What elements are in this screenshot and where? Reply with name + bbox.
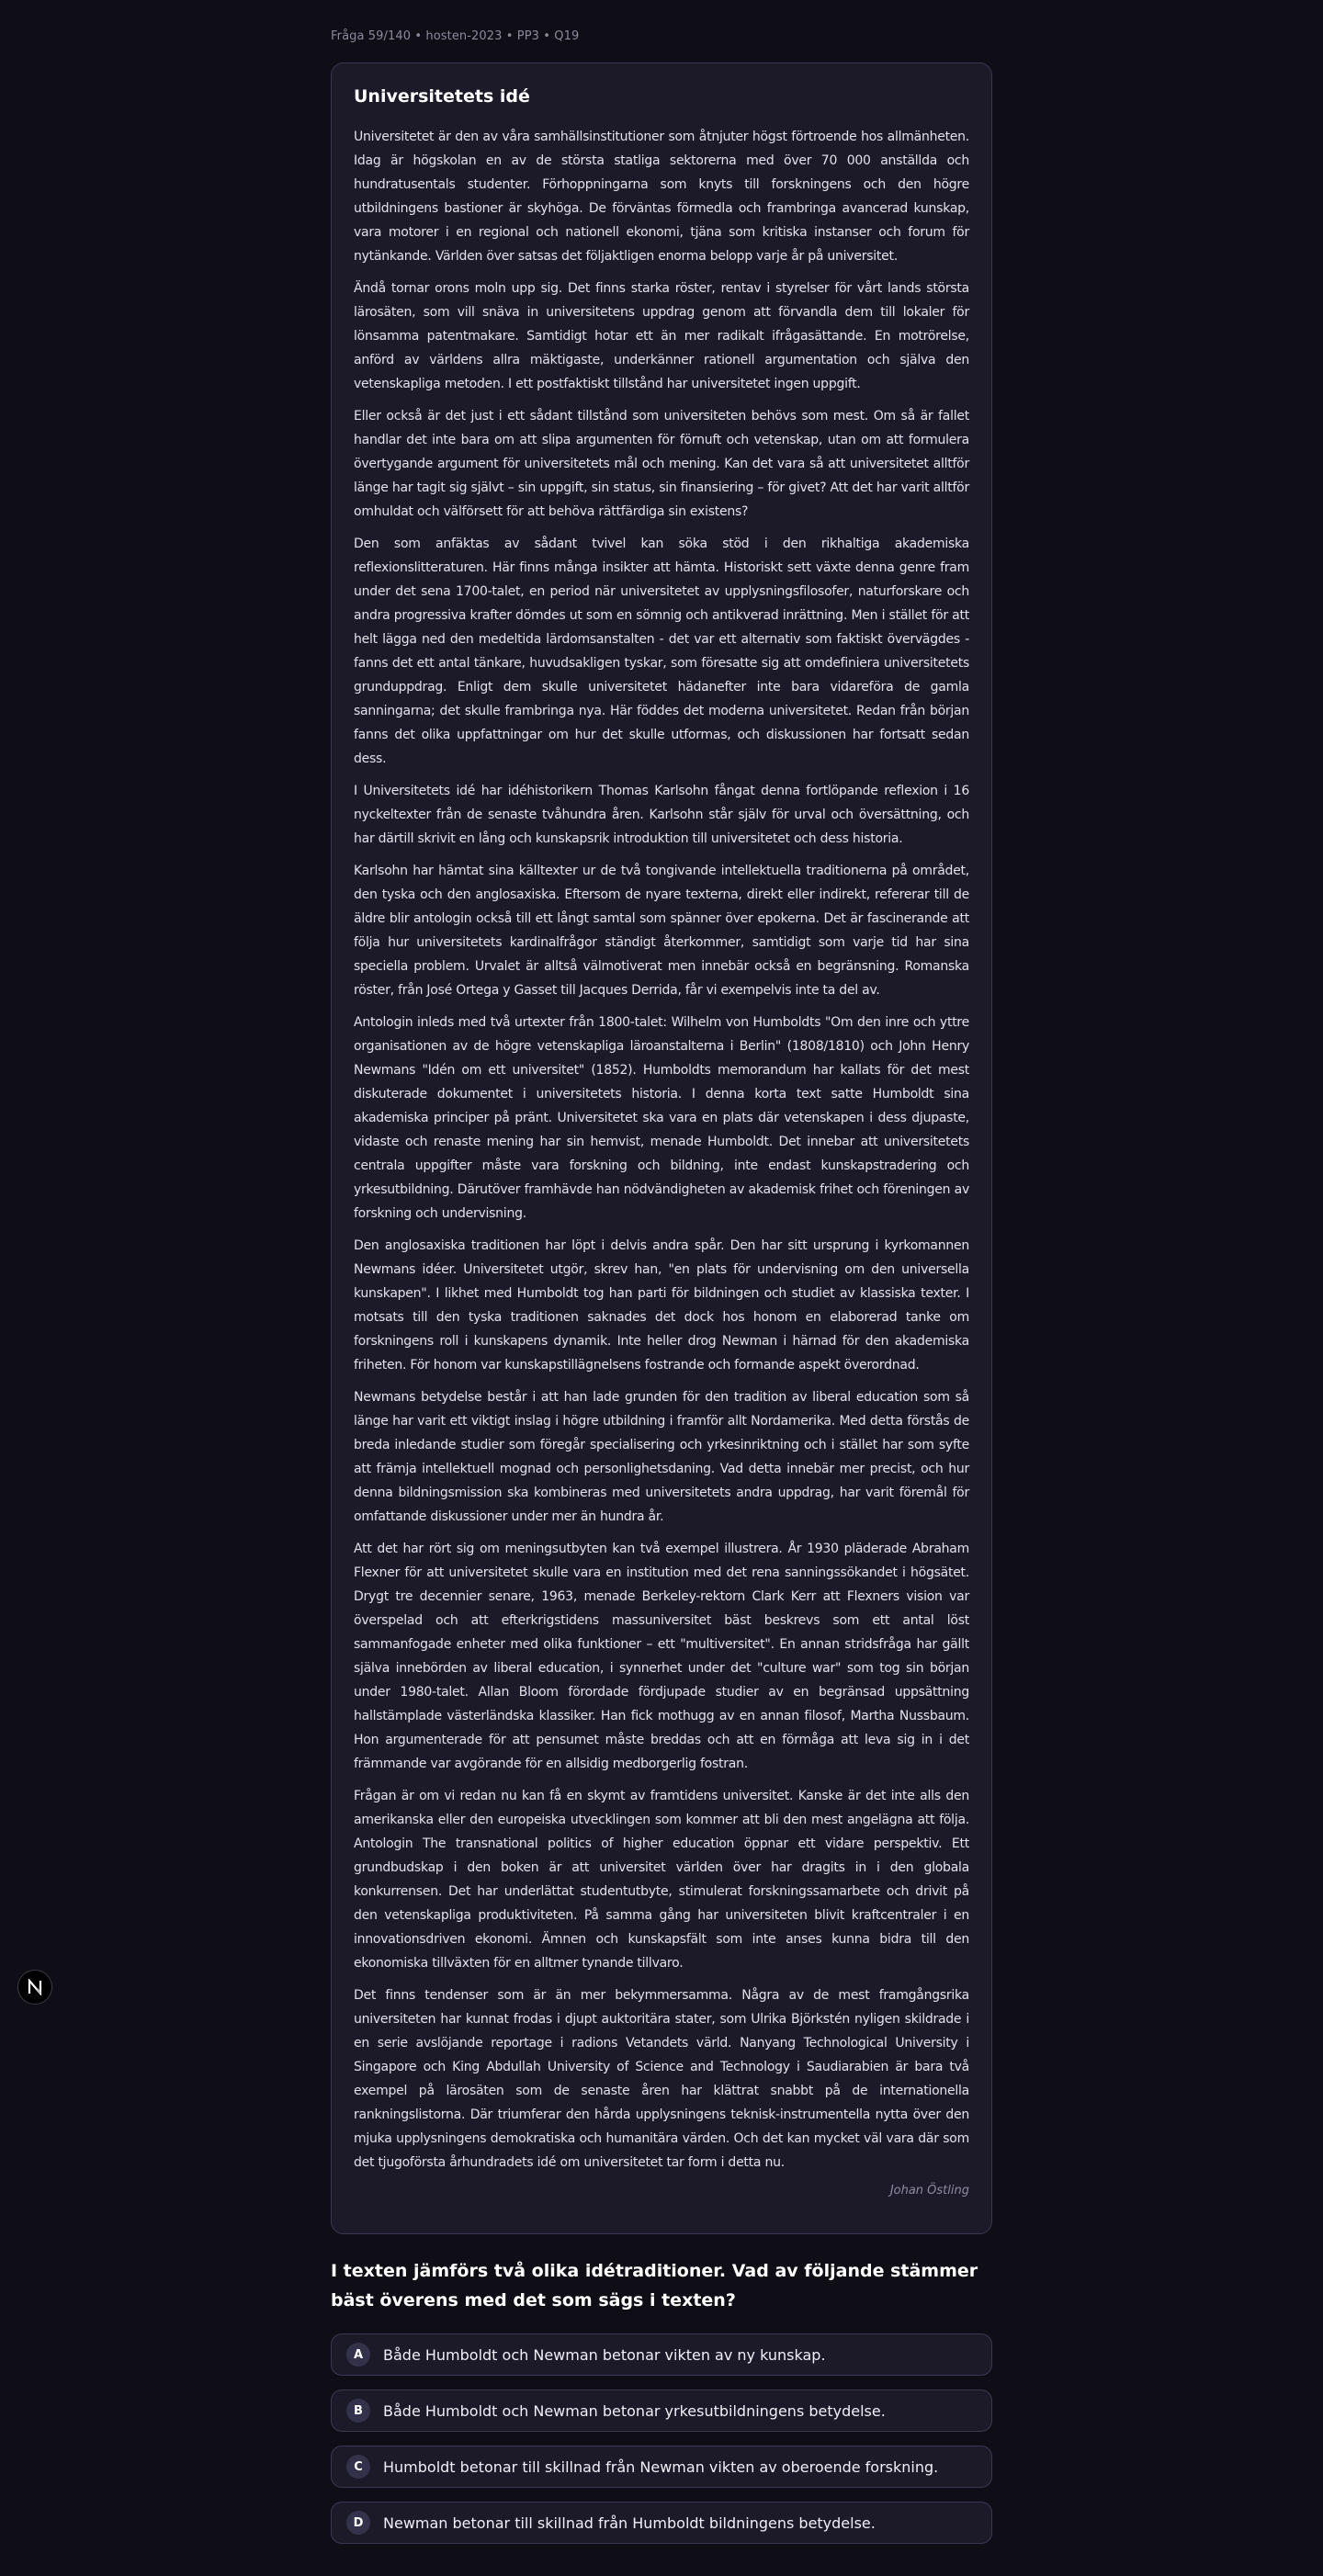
passage-paragraph: Karlsohn har hämtat sina källtexter ur de två tongivande intellektuella traditionerna på området, den tyska och den anglosaxiska. Eftersom de nyare texterna, direkt eller indirekt, refererar till de äldre blir antologin också till ett långt samtal som spänner över epokerna. Det är fascinerande att följa hur universitetets kardinalfrågor ständigt återkommer, samtidigt som varje tid har sina speciella problem. Urvalet är alltså välmotiverat men innebär också en begränsning. Romanska röster, från José Ortega y Gasset till Jacques Derrida, får vi exempelvis inte ta del av. bbox=[354, 863, 969, 998]
answer-text: Newman betonar till skillnad från Humboldt bildningens betydelse. bbox=[383, 2514, 876, 2532]
passage-paragraph: Frågan är om vi redan nu kan få en skymt av framtidens universitet. Kanske är det inte alls den amerikanska eller den europeiska utvecklingen som kommer att bli den mest angelägna att följa. Antologin The transnational politics of higher education öppnar ett vidare perspektiv. Ett grundbudskap i den boken är att universitet världen över har dragits in i den globala konkurrensen. Det har underlättat studentutbyte, stimulerat forskningssamarbete och drivit på den vetenskapliga produktiviteten. På samma gång har universiteten blivit kraftcentraler i en innovationsdriven ekonomi. Ämnen och kunskapsfält som inte anses kunna bidra till den ekonomiska tillväxten för en alltmer tynande tillvaro. bbox=[354, 1788, 969, 1971]
answer-text: Humboldt betonar till skillnad från Newman vikten av oberoende forskning. bbox=[383, 2457, 939, 2476]
passage-paragraph: Att det har rört sig om meningsutbyten kan två exempel illustrera. År 1930 pläderade Abraham Flexner för att universitetet skulle vara en institution med det rena sanningssökandet i högsätet. Drygt tre decennier senare, 1963, menade Berkeley-rektorn Clark Kerr att Flexners vision var överspelad och att efterkrigstidens massuniversitet bäst beskrevs som ett antal löst sammanfogade enheter med olika funktioner – ett "multiversitet". En annan stridsfråga har gällt själva innebörden av liberal education, i synnerhet under det "culture war" som tog sin början under 1980-talet. Allan Bloom förordade fördjupade studier av en begränsad uppsättning hallstämplade västerländska klassiker. Han fick mothugg av en annan filosof, Martha Nussbaum. Hon argumenterade för att pensumet måste breddas och att en förmåga att leva sig in i det främmande var avgörande för en allsidig medborgerlig fostran. bbox=[354, 1541, 969, 1771]
answer-letter-badge: A bbox=[346, 2343, 370, 2367]
answer-letter-badge: B bbox=[346, 2399, 370, 2423]
passage-paragraph: I Universitetets idé har idéhistorikern Thomas Karlsohn fångat denna fortlöpande reflexion i 16 nyckeltexter från de senaste tvåhundra åren. Karlsohn står själv för urval och översättning, och har därtill skrivit en lång och kunskapsrik introduktion till universitetet och dess historia. bbox=[354, 783, 969, 846]
passage-paragraph: Ändå tornar orons moln upp sig. Det finns starka röster, rentav i styrelser för vårt lands största lärosäten, som vill snäva in universitetens uppdrag genom att förvandla dem till lokaler för lönsamma patentmakare. Samtidigt hotar ett än mer radikalt ifrågasättande. En motrörelse, anförd av världens allra mäktigaste, underkänner rationell argumentation och själva den vetenskapliga metoden. I ett postfaktiskt tillstånd har universitetet ingen uppgift. bbox=[354, 280, 969, 391]
answer-option-a[interactable] bbox=[331, 2333, 992, 2376]
passage-card bbox=[331, 62, 992, 2234]
passage-paragraph: Det finns tendenser som är än mer bekymmersamma. Några av de mest framgångsrika universiteten har kunnat frodas i djupt auktoritära stater, som Ulrika Björkstén nyligen skildrade i en serie avslöjande reportage i radions Vetandets värld. Nanyang Technological University i Singapore och King Abdullah University of Science and Technology i Saudiarabien är bara två exempel på lärosäten som de senaste åren har klättrat snabbt på de internationella rankningslistorna. Där triumferar den hårda upplysningens teknisk-instrumentella nytta över den mjuka upplysningens demokratiska och humanitära värden. Och det kan mycket väl vara där som det tjugoförsta århundradets idé om universitetet tar form i detta nu. bbox=[354, 1987, 969, 2170]
answer-text: Både Humboldt och Newman betonar yrkesutbildningens betydelse. bbox=[383, 2401, 886, 2420]
passage-paragraph: Antologin inleds med två urtexter från 1800-talet: Wilhelm von Humboldts "Om den inre och yttre organisationen av de högre vetenskapliga läroanstalterna i Berlin" (1808/1810) och John Henry Newmans "Idén om ett universitet" (1852). Humboldts memorandum har kallats för det mest diskuterade dokumentet i universitetets historia. I denna korta text satte Humboldt sina akademiska principer på pränt. Universitetet ska vara en plats där vetenskapen i dess djupaste, vidaste och renaste mening har sin hemvist, menade Humboldt. Det innebar att universitetets centrala uppgifter måste vara forskning och bildning, inte endast kunskapstradering och yrkesutbildning. Därutöver framhävde han nödvändigheten av akademisk frihet och föreningen av forskning och undervisning. bbox=[354, 1014, 969, 1221]
passage-paragraph: Universitetet är den av våra samhällsinstitutioner som åtnjuter högst förtroende hos allmänheten. Idag är högskolan en av de största statliga sektorerna med över 70 000 anställda och hundratusentals studenter. Förhoppningarna som knyts till forskningens och den högre utbildningens bastioner är skyhöga. De förväntas förmedla och frambringa avancerad kunskap, vara motorer i en regional och nationell ekonomi, tjäna som kritiska instanser och forum för nytänkande. Världen över satsas det följaktligen enorma belopp varje år på universitet. bbox=[354, 129, 969, 264]
answer-option-c[interactable] bbox=[331, 2446, 992, 2488]
n-glyph-icon bbox=[27, 1979, 43, 1995]
passage-paragraph: Den som anfäktas av sådant tvivel kan söka stöd i den rikhaltiga akademiska reflexionslitteraturen. Här finns många insikter att hämta. Historiskt sett växte denna genre fram under det sena 1700-talet, en period när universitetet av upplysningsfilosofer, naturforskare och andra progressiva krafter dömdes ut som en sömnig och antikverad inrättning. Men i stället för att helt lägga ned den medeltida lärdomsanstalten - det var ett alternativ som faktiskt övervägdes - fanns det ett antal tänkare, huvudsakligen tyskar, som föresatte sig att omdefiniera universitetets grunduppdrag. Enligt dem skulle universitetet hädanefter inte bara vidareföra de gamla sanningarna; det skulle frambringa nya. Här föddes det moderna universitetet. Redan från början fanns det olika uppfattningar om hur det skulle utformas, och diskussionen har fortsatt sedan dess. bbox=[354, 536, 969, 766]
answer-text: Både Humboldt och Newman betonar vikten av ny kunskap. bbox=[383, 2345, 826, 2364]
answer-letter-badge: C bbox=[346, 2455, 370, 2479]
answer-letter-badge: D bbox=[346, 2511, 370, 2535]
answer-option-d[interactable] bbox=[331, 2502, 992, 2544]
passage-paragraph: Eller också är det just i ett sådant tillstånd som universiteten behövs som mest. Om så är fallet handlar det inte bara om att slipa argumenten för förnuft och vetenskap, utan om att formulera övertygande argument för universitetets mål och mening. Kan det vara så att universitetet alltför länge har tagit sig självt – sin uppgift, sin status, sin finansiering – för givet? Att det har varit alltför omhuldat och välförsett för att behöva rättfärdiga sin existens? bbox=[354, 408, 969, 519]
passage-title: Universitetets idé bbox=[354, 86, 530, 107]
question-text: I texten jämförs två olika idétraditioner. Vad av följande stämmer bäst överens med det som sägs i texten? bbox=[331, 2261, 978, 2310]
passage-author: Johan Östling bbox=[889, 2183, 969, 2198]
passage-paragraph: Den anglosaxiska traditionen har löpt i delvis andra spår. Den har sitt ursprung i kyrkomannen Newmans idéer. Universitetet utgör, skrev han, "en plats för undervisning om den universella kunskapen". I likhet med Humboldt tog han parti för bildningen och studiet av klassiska texter. I motsats till den tyska traditionen saknades det dock hos honom en elaborerad tanke om forskningens roll i kunskapens dynamik. Inte heller drog Newman i härnad för den akademiska friheten. För honom var kunskapstillägnelsens fostrande och formande aspekt överordnad. bbox=[354, 1237, 969, 1373]
brand-n-logo-icon[interactable] bbox=[17, 1970, 52, 2005]
answer-option-b[interactable] bbox=[331, 2390, 992, 2432]
passage-paragraph: Newmans betydelse består i att han lade grunden för den tradition av liberal education som så länge har varit ett viktigt inslag i högre utbildning i framför allt Nordamerika. Med detta förstås de breda inledande studier som föregår specialisering och yrkesinriktning och i stället har som syfte att främja intellektuell mognad och personlighetsdaning. Vad detta innebär mer precist, och hur denna bildningsmission ska kombineras med universitetets andra uppdrag, har varit föremål för omfattande diskussioner under mer än hundra år. bbox=[354, 1389, 969, 1524]
answer-options bbox=[331, 2333, 992, 2558]
question-meta: Fråga 59/140 • hosten-2023 • PP3 • Q19 bbox=[331, 29, 580, 43]
